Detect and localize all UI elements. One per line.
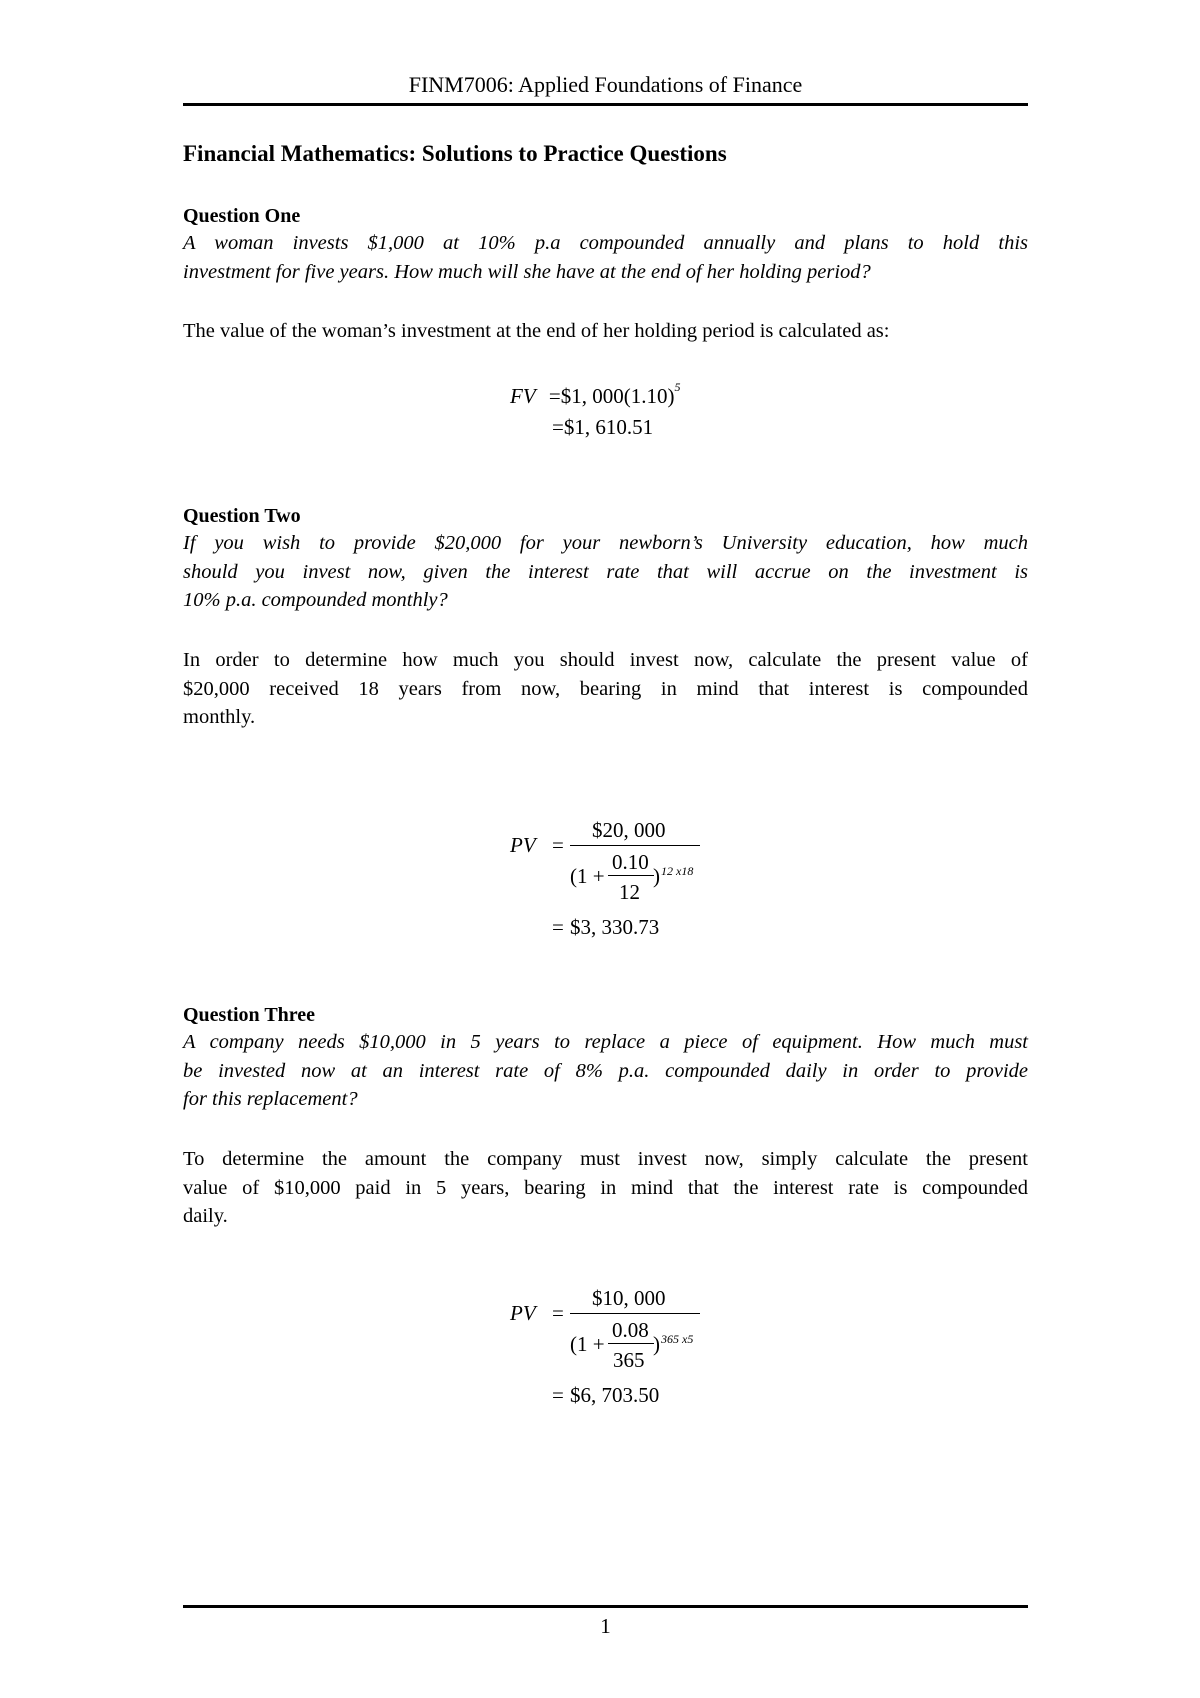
- fraction-bar: [570, 1313, 700, 1314]
- close-paren: ): [653, 864, 660, 888]
- document-title: Financial Mathematics: Solutions to Practice Questions: [183, 141, 727, 166]
- inner-fraction-bar: [608, 1343, 654, 1344]
- equals-sign: =: [548, 384, 561, 408]
- exponent: 12 x18: [661, 864, 694, 878]
- fv-result: [552, 414, 653, 440]
- fv-equation: [510, 378, 681, 409]
- question-three-line: be invested now at an interest rate of 8% p.a. compounded daily in order to provide: [183, 1059, 1028, 1082]
- equals-sign: =: [552, 915, 564, 939]
- pv-symbol: PV: [510, 833, 536, 857]
- fv-symbol: FV: [510, 384, 536, 408]
- question-three-line: A company needs $10,000 in 5 years to replace a piece of equipment. How much must: [183, 1031, 1028, 1053]
- inner-fraction-bar: [608, 875, 654, 876]
- fraction-bar: [570, 845, 700, 846]
- pv-result: $3, 330.73: [570, 915, 660, 939]
- equals-sign: =: [552, 415, 564, 439]
- equals-sign: =: [552, 833, 564, 857]
- equals-sign: =: [552, 1301, 564, 1325]
- question-two-answer: [183, 646, 1028, 732]
- running-header: FINM7006: Applied Foundations of Finance: [408, 72, 803, 97]
- numerator: $20, 000: [592, 818, 666, 842]
- question-one-line: investment for five years. How much will she have at the end of her holding period?: [183, 260, 871, 283]
- question-one-line: A woman invests $1,000 at 10% p.a compounded annually and plans to hold this: [183, 232, 1028, 254]
- fv-exponent: 5: [674, 380, 681, 394]
- pv-symbol: PV: [510, 1301, 536, 1325]
- question-two-answer-line: In order to determine how much you should invest now, calculate the present value of: [183, 649, 1028, 671]
- question-two-line: should you invest now, given the interest rate that will accrue on the investment is: [183, 560, 1028, 583]
- inner-numerator: 0.08: [612, 1318, 649, 1342]
- question-two-heading: Question Two: [183, 505, 301, 527]
- question-two-line: If you wish to provide $20,000 for your newborn’s University education, how much: [183, 532, 1028, 554]
- question-three-answer: [183, 1145, 1028, 1231]
- page-number: 1: [600, 1614, 611, 1638]
- question-one-answer: The value of the woman’s investment at the end of her holding period is calculated as:: [183, 320, 890, 342]
- open-paren: (1 +: [570, 864, 605, 888]
- numerator: $10, 000: [592, 1286, 666, 1310]
- inner-denominator: 365: [613, 1348, 645, 1372]
- equals-sign: =: [552, 1383, 564, 1407]
- close-paren: ): [653, 1332, 660, 1356]
- exponent: 365 x5: [661, 1332, 694, 1346]
- question-one-heading: Question One: [183, 205, 301, 227]
- question-one-text: [183, 229, 1028, 286]
- inner-numerator: 0.10: [612, 850, 649, 874]
- fv-expression: $1, 000(1.10): [560, 384, 675, 408]
- question-three-heading: Question Three: [183, 1004, 316, 1026]
- pv-result: $6, 703.50: [570, 1383, 660, 1407]
- question-three-answer-line: daily.: [183, 1205, 228, 1227]
- open-paren: (1 +: [570, 1332, 605, 1356]
- question-three-answer-line: value of $10,000 paid in 5 years, bearing in mind that the interest rate is compounded: [183, 1176, 1028, 1199]
- footer-rule: [183, 1605, 1028, 1608]
- question-three-answer-line: To determine the amount the company must invest now, simply calculate the present: [183, 1148, 1028, 1170]
- question-three-text: [183, 1028, 1028, 1114]
- question-three-line: for this replacement?: [183, 1088, 358, 1110]
- fv-result-value: $1, 610.51: [563, 415, 654, 439]
- question-two-answer-line: $20,000 received 18 years from now, bearing in mind that interest is compounded: [183, 677, 1028, 700]
- inner-denominator: 12: [619, 880, 640, 904]
- question-two-answer-line: monthly.: [183, 706, 256, 728]
- header-rule: [183, 103, 1028, 106]
- question-two-line: 10% p.a. compounded monthly?: [183, 589, 448, 611]
- question-two-text: [183, 529, 1028, 615]
